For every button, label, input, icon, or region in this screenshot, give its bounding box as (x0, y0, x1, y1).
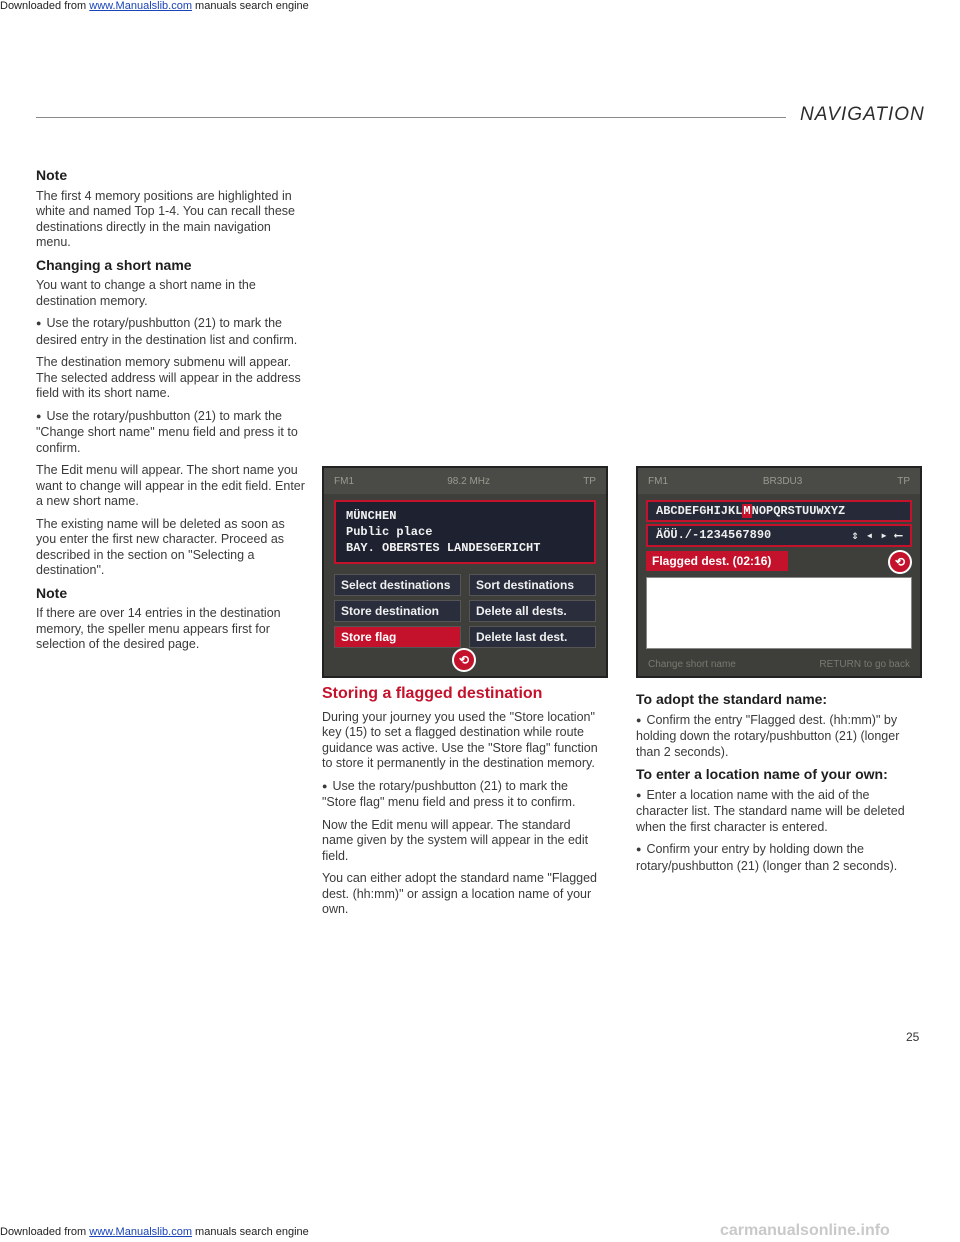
destination-memory-menu (324, 574, 606, 648)
subheading-adopt-standard-name: To adopt the standard name: (636, 691, 828, 707)
section-title: NAVIGATION (800, 104, 925, 125)
paragraph: The destination memory submenu will appear. The selected address will appear in the address field with its short name. (36, 355, 301, 400)
menu-sort-destinations[interactable]: Sort destinations (469, 574, 596, 596)
paragraph: The Edit menu will appear. The short name you want to change will appear in the edit field. Enter a new short name. (36, 463, 305, 508)
bullet-item: ● Confirm your entry by holding down the rotary/pushbutton (21) (longer than 2 seconds). (636, 842, 922, 874)
edit-area (646, 577, 912, 649)
screen-help-bar: Change short name RETURN to go back (648, 659, 910, 670)
header-rule (36, 117, 786, 118)
note-text: The first 4 memory positions are highlighted in white and named Top 1-4. You can recall these destinations directly in the main navigation menu. (36, 188, 295, 249)
manualslib-link[interactable]: www.Manualslib.com (89, 0, 192, 12)
cursor-controls-icon[interactable]: ⇕ ◂ ▸ ⟵ (851, 529, 902, 543)
note-text: If there are over 14 entries in the destination memory, the speller menu appears first for selection of the desired page. (36, 606, 281, 651)
rotary-knob-icon: ⟲ (452, 648, 476, 672)
subheading-change-short-name: Changing a short name (36, 256, 192, 273)
radio-status-bar: FM1 98.2 MHz TP (324, 468, 606, 494)
middle-column (322, 682, 604, 925)
left-column (36, 162, 308, 660)
menu-delete-all-dests[interactable]: Delete all dests. (469, 600, 596, 622)
menu-store-destination[interactable]: Store destination (334, 600, 461, 622)
edit-field[interactable]: Flagged dest. (02:16) (646, 551, 788, 571)
bullet-item: ● Confirm the entry "Flagged dest. (hh:mm)" by holding down the rotary/pushbutton (21) (longer than 2 seconds). (636, 713, 922, 761)
selected-character[interactable]: M (743, 504, 751, 518)
storing-flagged-destination-title: Storing a flagged destination (322, 685, 543, 702)
bullet-item: ● Use the rotary/pushbutton (21) to mark the desired entry in the destination list and confirm. (36, 316, 308, 348)
bullet-item: ● Use the rotary/pushbutton (21) to mark the "Change short name" menu field and press it to confirm. (36, 409, 308, 457)
manualslib-link[interactable]: www.Manualslib.com (89, 1226, 192, 1238)
page-number: 25 (906, 1030, 920, 1044)
paragraph: Now the Edit menu will appear. The standard name given by the system will appear in the edit field. (322, 817, 589, 863)
menu-select-destinations[interactable]: Select destinations (334, 574, 461, 596)
bullet-item: ● Enter a location name with the aid of the character list. The standard name will be deleted when the first character is entered. (636, 788, 922, 836)
menu-delete-last-dest[interactable]: Delete last dest. (469, 626, 596, 648)
character-list-row-2[interactable]: ÄÖÜ./-1234567890 ⇕ ◂ ▸ ⟵ (646, 524, 912, 547)
right-column (636, 686, 922, 881)
paragraph: You can either adopt the standard name "Flagged dest. (hh:mm)" or assign a location name of your own. (322, 871, 598, 916)
download-footer: Downloaded from www.Manualslib.com manuals search engine carmanualsonline.info (0, 1222, 890, 1239)
menu-store-flag[interactable]: Store flag (334, 626, 461, 648)
paragraph: During your journey you used the "Store location" key (15) to set a flagged destination while route guidance was active. Use the "Store flag" function to store it permanently in the destination memory. (322, 709, 598, 770)
address-field: MÜNCHEN Public place BAY. OBERSTES LANDESGERICHT (334, 500, 596, 564)
bullet-item: ● Use the rotary/pushbutton (21) to mark the "Store flag" menu field and press it to confirm. (322, 779, 604, 811)
radio-status-bar: FM1 BR3DU3 TP (638, 468, 920, 494)
subheading-enter-location-name: To enter a location name of your own: (636, 766, 888, 782)
rotary-knob-icon: ⟲ (888, 550, 912, 574)
watermark: carmanualsonline.info (720, 1222, 890, 1239)
edit-name-screen (636, 466, 922, 678)
paragraph: The existing name will be deleted as soon as you enter the first new character. Proceed as described in the section on "Selecting a destination". (36, 516, 285, 577)
character-list-row-1[interactable]: ABCDEFGHIJKLMNOPQRSTUUWXYZ (646, 500, 912, 522)
note-heading: Note (36, 167, 68, 183)
note-heading: Note (36, 584, 68, 601)
store-flag-screen (322, 466, 608, 678)
paragraph: You want to change a short name in the destination memory. (36, 278, 256, 308)
download-banner: Downloaded from www.Manualslib.com manuals search engine (0, 0, 309, 12)
